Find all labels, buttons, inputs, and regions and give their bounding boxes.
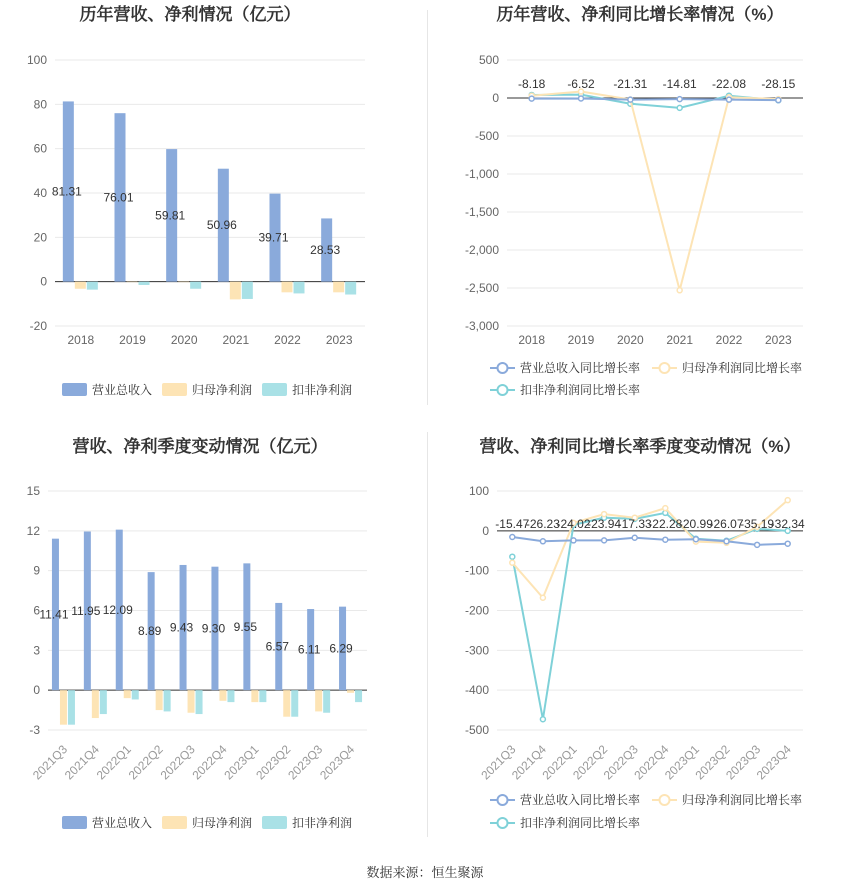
annual-line-category-label: 2021 (666, 333, 694, 347)
quarter-bar-legend-swatch-net-profit (162, 816, 187, 829)
annual-line-category-label: 2020 (616, 333, 644, 347)
annual-bar-bar-net-profit (127, 282, 138, 283)
quarter-bar-ytick-label: 15 (26, 484, 40, 498)
annual-bar-ytick-label: -20 (29, 319, 47, 333)
data-source: 数据来源：恒生聚源 (366, 865, 484, 880)
annual-bar-bar-deducted-profit (139, 282, 150, 285)
quarter-bar-bar-deducted-profit (323, 690, 330, 713)
annual-line-ytick-label: -3,000 (464, 319, 499, 333)
annual-line-point-net-profit-growth (677, 288, 682, 293)
quarter-bar-category-label: 2023Q2 (253, 742, 294, 783)
annual-bar-ytick-label: 80 (33, 97, 47, 112)
quarter-line-legend-label-revenue-growth: 营业总收入同比增长率 (520, 793, 641, 807)
quarter-bar-category-label: 2023Q1 (221, 742, 262, 783)
quarter-bar-legend-label-deducted-profit: 扣非净利润 (292, 816, 353, 830)
annual-bar-legend-label-deducted-profit: 扣非净利润 (292, 383, 353, 397)
annual-bar-bar-deducted-profit (190, 282, 201, 289)
quarter-line-point-revenue-growth (785, 541, 790, 546)
quarter-line-ytick-label: -100 (464, 563, 489, 578)
quarter-line-line-net-profit-growth (512, 500, 787, 598)
annual-line-legend-label-deducted-profit-growth: 扣非净利润同比增长率 (520, 383, 641, 397)
quarter-line-point-revenue-growth (632, 535, 637, 540)
annual-bar-bar-deducted-profit (87, 282, 98, 290)
annual-line-ytick-label: -1,500 (464, 205, 499, 219)
quarter-bar-bar-deducted-profit (164, 690, 171, 711)
quarter-bar-legend-swatch-revenue (62, 816, 87, 829)
quarter-bar-ytick-label: 3 (33, 643, 40, 658)
quarter-bar-category-label: 2022Q2 (125, 742, 166, 783)
quarter-bar-ytick-label: 12 (26, 523, 40, 538)
annual-bar-bar-net-profit (282, 282, 293, 293)
annual-bar-title: 历年营收、净利情况（亿元） (79, 5, 301, 24)
annual-bar-legend-swatch-net-profit (162, 383, 187, 396)
annual-bar-legend-swatch-deducted-profit (262, 383, 287, 396)
quarter-bar-bar-deducted-profit (100, 690, 107, 714)
quarter-bar-title: 营收、净利季度变动情况（亿元） (72, 437, 328, 456)
quarter-bar-bar-deducted-profit (291, 690, 298, 717)
quarter-line-point-revenue-growth (602, 538, 607, 543)
quarter-line-title: 营收、净利同比增长率季度变动情况（%） (479, 437, 801, 456)
quarter-line-value-label: -17.33 (617, 517, 652, 531)
quarter-line-ytick-label: -400 (464, 683, 489, 698)
annual-bar-value-label: 59.81 (155, 208, 186, 223)
annual-bar-value-label: 28.53 (310, 243, 341, 258)
quarter-line-ytick-label: -500 (464, 723, 489, 737)
quarter-line-point-revenue-growth (510, 534, 515, 539)
quarter-bar-legend-label-revenue: 营业总收入 (92, 816, 153, 830)
annual-bar-value-label: 76.01 (103, 190, 134, 205)
quarter-bar-ytick-label: 0 (33, 683, 40, 698)
annual-line-legend-label-revenue-growth: 营业总收入同比增长率 (520, 361, 641, 375)
quarter-bar-value-label: 6.57 (265, 639, 289, 654)
annual-bar-category-label: 2019 (119, 333, 146, 347)
quarter-line-point-deducted-profit-growth (540, 717, 545, 722)
quarter-line-category-label: 2022Q1 (539, 742, 580, 783)
annual-bar-bar-net-profit (333, 282, 344, 293)
quarter-line-category-label: 2021Q4 (508, 742, 550, 783)
annual-line-value-label: -6.52 (567, 77, 595, 91)
quarter-bar-legend-label-net-profit: 归母净利润 (192, 816, 253, 830)
quarter-bar-bar-deducted-profit (355, 690, 362, 702)
quarter-bar-bar-net-profit (283, 690, 290, 717)
annual-line-ytick-label: 0 (492, 91, 499, 105)
quarter-bar-value-label: 9.30 (201, 621, 226, 636)
divider-bottom (427, 432, 428, 837)
quarter-bar-bar-deducted-profit (259, 690, 266, 702)
quarter-line-ytick-label: 100 (468, 484, 489, 498)
annual-line-legend-marker-net-profit-growth (660, 363, 670, 373)
quarter-bar-category-label: 2023Q4 (317, 742, 358, 783)
quarter-bar-bar-net-profit (251, 690, 258, 702)
quarter-bar-value-label: 8.89 (137, 624, 162, 639)
annual-bar-ytick-label: 0 (40, 274, 47, 289)
quarter-line-legend-label-net-profit-growth: 归母净利润同比增长率 (682, 793, 803, 807)
annual-line-line-net-profit-growth (532, 92, 779, 291)
quarter-line-point-revenue-growth (724, 539, 729, 544)
quarter-line-line-revenue-growth (512, 537, 787, 545)
quarter-line-point-net-profit-growth (602, 512, 607, 517)
annual-bar-bar-deducted-profit (345, 282, 356, 295)
quarter-line-legend-marker-revenue-growth (498, 795, 508, 805)
annual-line-value-label: -28.15 (761, 77, 796, 91)
quarter-line-value-label: -32.34 (770, 517, 805, 531)
annual-bar-ytick-label: 20 (33, 230, 47, 245)
quarter-bar-category-label: 2022Q1 (93, 742, 134, 783)
quarter-line-point-revenue-growth (663, 537, 668, 542)
quarter-line-value-label: -24.02 (556, 517, 591, 531)
quarter-bar-category-label: 2021Q4 (61, 742, 102, 783)
annual-line-value-label: -21.31 (613, 77, 648, 91)
annual-bar-category-label: 2022 (274, 333, 301, 347)
quarter-line-point-revenue-growth (755, 542, 760, 547)
annual-line-point-deducted-profit-growth (677, 105, 682, 110)
quarter-bar-ytick-label: 6 (33, 603, 40, 618)
quarter-line-point-revenue-growth (571, 538, 576, 543)
annual-line-category-label: 2023 (764, 333, 792, 347)
quarter-bar-ytick-label: -3 (29, 723, 40, 737)
annual-line-value-label: -8.18 (517, 77, 546, 91)
quarter-line-value-label: -26.07 (709, 517, 744, 531)
annual-line-line-deducted-profit-growth (532, 95, 779, 108)
quarter-line-value-label: -26.23 (525, 517, 560, 531)
quarter-bar-value-label: 12.09 (102, 602, 133, 617)
quarter-bar-value-label: 9.43 (169, 620, 194, 635)
quarter-line-ytick-label: -200 (464, 603, 489, 618)
quarter-line-legend-marker-deducted-profit-growth (498, 818, 508, 828)
annual-bar-value-label: 81.31 (51, 184, 82, 199)
annual-line-category-label: 2019 (567, 333, 595, 347)
annual-line-category-label: 2022 (715, 333, 743, 347)
annual-line-point-revenue-growth (628, 97, 633, 102)
quarter-line-value-label: -20.99 (678, 517, 713, 531)
quarter-bar-bar-deducted-profit (227, 690, 234, 702)
quarter-line-category-label: 2023Q3 (723, 742, 764, 783)
quarter-bar-bar-net-profit (92, 690, 99, 718)
quarter-bar-bar-net-profit (347, 690, 354, 693)
annual-line-category-label: 2018 (518, 333, 546, 347)
annual-bar-bar-net-profit (75, 282, 86, 289)
quarter-bar-legend-swatch-deducted-profit (262, 816, 287, 829)
annual-bar-bar-deducted-profit (294, 282, 305, 294)
quarter-line-category-label: 2022Q4 (631, 742, 672, 783)
annual-bar-legend-label-revenue: 营业总收入 (92, 383, 153, 397)
annual-bar-value-label: 39.71 (258, 230, 289, 245)
annual-line-ytick-label: 500 (478, 53, 499, 67)
quarter-line-point-deducted-profit-growth (510, 554, 515, 559)
quarter-bar-category-label: 2022Q3 (157, 742, 198, 783)
quarter-bar-bar-net-profit (188, 690, 195, 713)
annual-bar-legend-label-net-profit: 归母净利润 (192, 383, 253, 397)
annual-line-point-revenue-growth (727, 97, 732, 102)
quarter-line-category-label: 2022Q2 (570, 742, 611, 783)
quarter-line-value-label: -35.19 (740, 517, 775, 531)
quarter-bar-value-label: 9.55 (233, 619, 258, 634)
quarter-bar-value-label: 6.29 (329, 641, 353, 656)
annual-line-value-label: -22.08 (711, 77, 747, 91)
quarter-bar-ytick-label: 9 (33, 563, 40, 578)
quarter-line-category-label: 2023Q2 (692, 742, 733, 783)
annual-line-ytick-label: -1,000 (464, 167, 499, 181)
annual-bar-ytick-label: 60 (33, 141, 47, 156)
quarter-bar-value-label: 11.41 (39, 607, 69, 622)
annual-bar-bar-net-profit (230, 282, 241, 300)
annual-line-value-label: -14.81 (662, 77, 697, 91)
quarter-bar-bar-deducted-profit (68, 690, 75, 725)
annual-line-legend-label-net-profit-growth: 归母净利润同比增长率 (682, 361, 803, 375)
annual-bar-category-label: 2023 (325, 333, 353, 347)
quarter-bar-bar-net-profit (156, 690, 163, 710)
quarter-line-point-net-profit-growth (540, 595, 545, 600)
quarter-bar-category-label: 2022Q4 (189, 742, 230, 783)
quarter-line-category-label: 2023Q1 (661, 742, 703, 783)
quarter-line-value-label: -23.94 (587, 517, 622, 531)
annual-line-point-revenue-growth (677, 97, 682, 102)
quarter-bar-bar-deducted-profit (196, 690, 203, 714)
annual-line-title: 历年营收、净利同比增长率情况（%） (496, 5, 784, 24)
quarter-bar-category-label: 2023Q3 (285, 742, 326, 783)
quarter-bar-bar-net-profit (60, 690, 67, 725)
annual-line-point-revenue-growth (579, 96, 584, 101)
annual-bar-ytick-label: 40 (33, 186, 47, 200)
quarter-bar-bar-net-profit (219, 690, 226, 701)
quarter-bar-value-label: 11.95 (71, 603, 101, 618)
divider-top (427, 10, 428, 405)
annual-line-ytick-label: -500 (474, 129, 499, 143)
annual-line-point-revenue-growth (529, 96, 534, 101)
quarter-bar-bar-net-profit (124, 690, 131, 698)
quarter-bar-value-label: 6.11 (297, 642, 321, 657)
quarter-line-ytick-label: -300 (464, 643, 489, 658)
annual-line-ytick-label: -2,500 (464, 281, 499, 295)
annual-bar-bar-net-profit (178, 282, 189, 283)
annual-line-legend-marker-revenue-growth (498, 363, 508, 373)
quarter-line-point-net-profit-growth (510, 560, 515, 565)
quarter-line-category-label: 2021Q3 (478, 742, 519, 783)
annual-bar-category-label: 2020 (170, 333, 198, 347)
annual-bar-ytick-label: 100 (26, 53, 47, 67)
quarter-line-point-revenue-growth (693, 537, 698, 542)
quarter-line-category-label: 2022Q3 (600, 742, 641, 783)
annual-line-point-revenue-growth (776, 98, 781, 103)
quarter-line-point-net-profit-growth (785, 498, 790, 503)
quarter-line-point-net-profit-growth (663, 506, 668, 511)
quarter-line-legend-label-deducted-profit-growth: 扣非净利润同比增长率 (520, 816, 641, 830)
quarter-bar-bar-net-profit (315, 690, 322, 711)
quarter-line-ytick-label: 0 (482, 523, 489, 538)
annual-bar-category-label: 2018 (67, 333, 95, 347)
annual-line-ytick-label: -2,000 (464, 243, 499, 257)
quarter-line-point-revenue-growth (540, 539, 545, 544)
annual-line-line-revenue-growth (532, 98, 779, 100)
annual-bar-category-label: 2021 (222, 333, 250, 347)
quarter-line-value-label: -22.28 (648, 517, 683, 531)
annual-bar-bar-deducted-profit (242, 282, 253, 299)
annual-line-legend-marker-deducted-profit-growth (498, 385, 508, 395)
annual-bar-legend-swatch-revenue (62, 383, 87, 396)
quarter-line-legend-marker-net-profit-growth (660, 795, 670, 805)
quarter-bar-category-label: 2021Q3 (29, 742, 71, 783)
quarter-bar-bar-deducted-profit (132, 690, 139, 699)
annual-bar-value-label: 50.96 (206, 218, 237, 233)
quarter-line-category-label: 2023Q4 (753, 742, 794, 783)
quarter-line-value-label: -15.47 (495, 517, 530, 531)
